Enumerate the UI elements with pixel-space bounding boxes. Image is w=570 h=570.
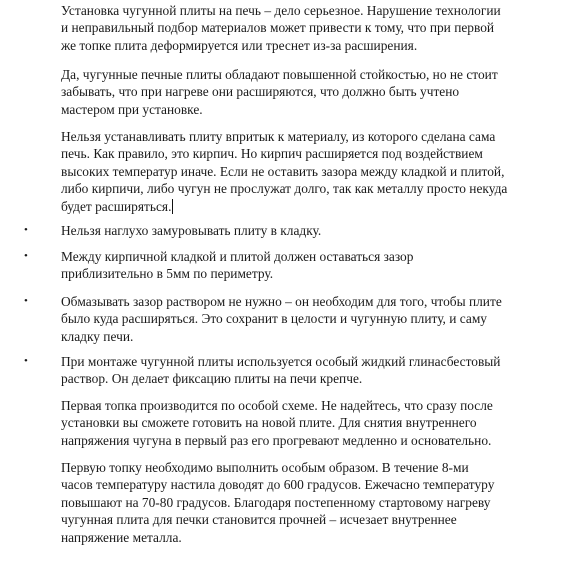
text-line: Нельзя устанавливать плиту впритык к материалу, из которого сделана сама xyxy=(61,129,496,144)
text-line: чугунная плита для печки становится прочней – исчезает внутреннее xyxy=(61,512,457,528)
paragraph-firing-schedule xyxy=(61,459,539,546)
text-line: высоких температур иначе. Если не оставить зазора между кладкой и плитой, xyxy=(61,163,505,179)
text-line: мастером при установке. xyxy=(61,101,203,117)
text-line: Первую топку необходимо выполнить особым образом. В течение 8-ми xyxy=(61,460,469,475)
paragraph-first-firing xyxy=(61,397,539,449)
text-line xyxy=(61,198,539,215)
text-line: и неправильный подбор материалов может привести к тому, что при первой xyxy=(61,20,495,36)
bullet-icon: • xyxy=(24,295,28,307)
text-line: либо кирпичи, либо чугун не прослужат долго, так как металлу просто некуда xyxy=(61,181,508,197)
text-line: При монтаже чугунной плиты используется особый жидкий глинасбестовый xyxy=(61,354,501,369)
text-line: приблизительно в 5мм по периметру. xyxy=(61,266,274,282)
bullet-icon: • xyxy=(24,250,28,262)
paragraph-expansion xyxy=(61,66,539,118)
text-line: Установка чугунной плиты на печь – дело серьезное. Нарушение технологии xyxy=(61,3,501,18)
text-line: напряжения чугуна в первый раз его прогревают медленно и основательно. xyxy=(61,432,492,448)
text-line: Нельзя наглухо замуровывать плиту в кладку. xyxy=(61,223,322,238)
paragraph-intro xyxy=(61,2,539,54)
bullet-text xyxy=(61,248,539,283)
bullet-icon: • xyxy=(24,224,28,236)
text-line: установки вы сможете готовить на новой плите. Для снятия внутреннего xyxy=(61,415,477,431)
text-line: кладку печи. xyxy=(61,328,134,344)
bullet-text xyxy=(61,353,539,388)
text-line: забывать, что при нагреве они расширяются, что должно быть учтено xyxy=(61,84,460,100)
text-line: было куда расширяться. Это сохранит в целости и чугунную плиту, и саму xyxy=(61,311,487,327)
text-fragment: будет расширяться. xyxy=(61,198,172,214)
text-line: же топке плита деформируется или треснет из-за расширения. xyxy=(61,37,418,53)
text-line: Первая топка производится по особой схеме. Не надейтесь, что сразу после xyxy=(61,398,493,413)
text-line: Обмазывать зазор раствором не нужно – он необходим для того, чтобы плите xyxy=(61,294,502,309)
paragraph-gap-warning xyxy=(61,128,539,215)
text-line: напряжение металла. xyxy=(61,529,182,545)
bullet-icon: • xyxy=(24,355,28,367)
text-cursor xyxy=(172,199,173,214)
text-line: Между кирпичной кладкой и плитой должен оставаться зазор xyxy=(61,249,414,264)
text-line: часов температуру настила доводят до 600 градусов. Ежечасно температуру xyxy=(61,477,495,493)
bullet-text xyxy=(61,222,539,239)
text-line: раствор. Он делает фиксацию плиты на печи крепче. xyxy=(61,371,363,387)
bullet-text xyxy=(61,293,539,345)
text-line: Да, чугунные печные плиты обладают повышенной стойкостью, но не стоит xyxy=(61,67,498,82)
text-line: печь. Как правило, это кирпич. Но кирпич расширяется под воздействием xyxy=(61,146,483,162)
text-line: повышают на 70-80 градусов. Благодаря постепенному стартовому нагреву xyxy=(61,494,491,510)
